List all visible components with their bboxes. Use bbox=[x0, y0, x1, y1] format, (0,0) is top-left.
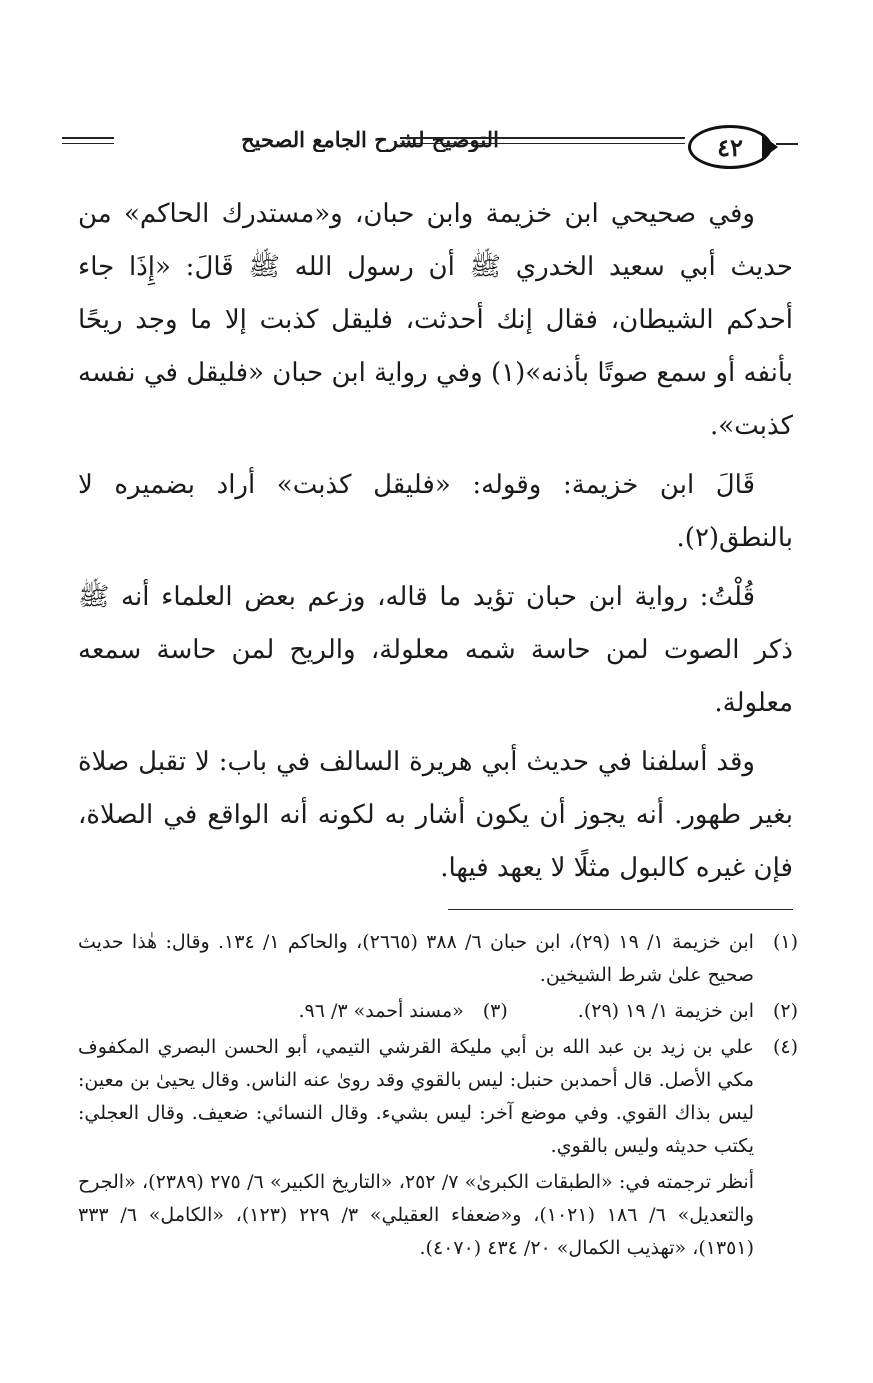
footnote-4-references: أنظر ترجمته في: «الطبقات الكبرىٰ» ٧/ ٢٥٢، «التاريخ الكبير» ٦/ ٢٧٥ (٢٣٨٩)، «الجرح والتعديل» ٦/ ١٨٦ (١٠٢١)، و«ضعفاء العقيلي» ٣/ ٢٢٩ (١٢٣)، «الكامل» ٦/ ٣٣٣ (١٣٥١)، «تهذيب الكمال» ٢٠/ ٤٣٤ (٤٠٧٠). bbox=[78, 1171, 755, 1259]
header-rule-right bbox=[776, 143, 798, 145]
footnote-number: (٤) bbox=[772, 1036, 798, 1058]
footnotes bbox=[78, 926, 798, 1306]
paragraph-4: وقد أسلفنا في حديث أبي هريرة السالف في باب: لا تقبل صلاة بغير طهور. أنه يجوز أن يكون أشار به لكونه أنه الواقع في الصلاة، فإن غيره كالبول مثلًا لا يعهد فيها. bbox=[78, 747, 793, 883]
header-rule-left-thin bbox=[62, 143, 114, 144]
page-number-oval bbox=[688, 125, 772, 169]
running-title: التوضيح لشرح الجامع الصحيح bbox=[241, 127, 499, 152]
main-text bbox=[78, 188, 793, 888]
footnote-text: ابن خزيمة ١/ ١٩ (٢٩)، ابن حبان ٦/ ٣٨٨ (٢٦٦٥)، والحاكم ١/ ١٣٤. وقال: هٰذا حديث صحيح علىٰ شرط الشيخين. bbox=[78, 931, 754, 986]
footnote-number: (١) bbox=[772, 931, 798, 953]
header-rule-middle bbox=[400, 137, 685, 139]
paragraph-3: قُلْتُ: رواية ابن حبان تؤيد ما قاله، وزعم بعض العلماء أنه ﷺ ذكر الصوت لمن حاسة شمه معلولة، والريح لمن حاسة سمعه معلولة. bbox=[78, 582, 793, 718]
footnote-4 bbox=[78, 1031, 798, 1163]
footnote-number: (٣) bbox=[482, 1000, 508, 1022]
footnote-text: علي بن زيد بن عبد الله بن أبي مليكة القرشي التيمي، أبو الحسن البصري المكفوف مكي الأصل. قال أحمدبن حنبل: ليس بالقوي وقد روىٰ عنه الناس. وقال يحيىٰ بن معين: ليس بذاك القوي. وفي موضع آخر: ليس بشيء. وقال النسائي: ضعيف. وقال العجلي: يكتب حديثه وليس بالقوي. bbox=[78, 1036, 754, 1157]
footnote-number: (٢) bbox=[772, 1000, 798, 1022]
page-number: ٤٢ bbox=[717, 132, 743, 162]
header-rule-middle-thin bbox=[400, 143, 685, 144]
oval-ornament bbox=[762, 135, 778, 159]
footnote-1 bbox=[78, 926, 798, 992]
footnote-row-2-3 bbox=[78, 995, 798, 1028]
footnote-2 bbox=[578, 995, 798, 1028]
footnote-3 bbox=[298, 995, 507, 1028]
footnote-separator bbox=[448, 909, 793, 910]
paragraph-2: قَالَ ابن خزيمة: وقوله: «فليقل كذبت» أراد بضميره لا بالنطق(٢). bbox=[78, 470, 793, 553]
paragraph-1: وفي صحيحي ابن خزيمة وابن حبان، و«مستدرك الحاكم» من حديث أبي سعيد الخدري ﷺ أن رسول الله ﷺ قَالَ: «إِذَا جاء أحدكم الشيطان، فقال إنك أحدثت، فليقل كذبت إلا ما وجد ريحًا بأنفه أو سمع صوتًا بأذنه»(١) وفي رواية ابن حبان «فليقل في نفسه كذبت». bbox=[78, 199, 793, 441]
footnote-text: «مسند أحمد» ٣/ ٩٦. bbox=[298, 1000, 464, 1022]
footnote-text: ابن خزيمة ١/ ١٩ (٢٩). bbox=[577, 1000, 754, 1022]
header-rule-left bbox=[62, 137, 114, 139]
page-header bbox=[0, 115, 873, 185]
